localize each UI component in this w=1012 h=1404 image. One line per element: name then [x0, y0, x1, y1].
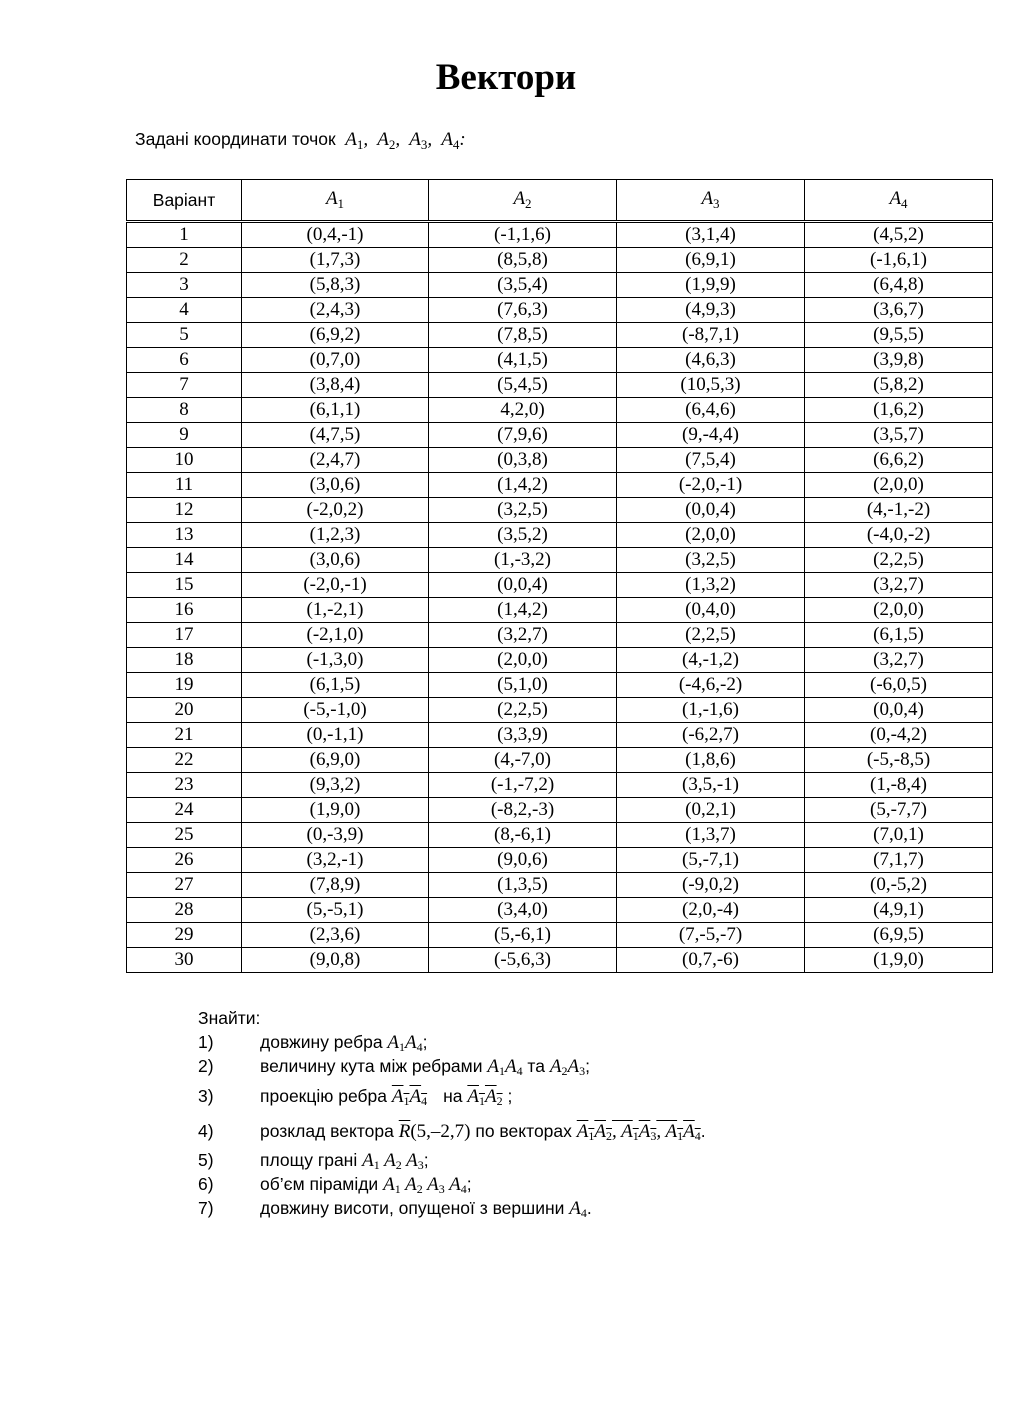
table-header-row [127, 180, 993, 222]
point-cell-a1: (6,1,5) [242, 673, 429, 698]
task-block [198, 1006, 838, 1220]
point-cell-a3: (1,8,6) [617, 748, 805, 773]
task-item-4 [198, 1114, 838, 1148]
coordinates-table [126, 179, 993, 973]
task-item-text: величину кута між ребрами $A_1A_4$ та $A_2A_3$; [260, 1056, 590, 1078]
table-row [127, 823, 993, 848]
point-cell-a2: (-1,1,6) [429, 222, 617, 248]
point-cell-a1: (-5,-1,0) [242, 698, 429, 723]
variant-cell: 3 [127, 273, 242, 298]
vector-r: $\overline{R}$ [398, 1121, 411, 1142]
point-cell-a2: (0,3,8) [429, 448, 617, 473]
point-cell-a3: (9,-4,4) [617, 423, 805, 448]
intro-line [135, 126, 466, 158]
table-row [127, 598, 993, 623]
point-cell-a3: (0,2,1) [617, 798, 805, 823]
point-cell-a1: (2,4,7) [242, 448, 429, 473]
point-cell-a4: (9,5,5) [805, 323, 993, 348]
task-item-6 [198, 1172, 838, 1196]
table-row [127, 623, 993, 648]
table-row [127, 448, 993, 473]
point-cell-a1: (3,0,6) [242, 473, 429, 498]
point-cell-a1: (2,3,6) [242, 923, 429, 948]
point-cell-a4: (7,0,1) [805, 823, 993, 848]
variant-cell: 26 [127, 848, 242, 873]
variant-cell: 23 [127, 773, 242, 798]
point-cell-a2: (7,9,6) [429, 423, 617, 448]
header-variant: Варіант [127, 180, 242, 222]
task-item-2 [198, 1054, 838, 1078]
point-cell-a1: (9,0,8) [242, 948, 429, 973]
variant-cell: 7 [127, 373, 242, 398]
table-row [127, 798, 993, 823]
table-row [127, 548, 993, 573]
table-row [127, 698, 993, 723]
table-row [127, 373, 993, 398]
variant-cell: 2 [127, 248, 242, 273]
point-cell-a1: (-2,0,-1) [242, 573, 429, 598]
table-row [127, 848, 993, 873]
table-row [127, 948, 993, 973]
point-cell-a4: (5,8,2) [805, 373, 993, 398]
point-cell-a1: (6,9,2) [242, 323, 429, 348]
point-cell-a2: (3,3,9) [429, 723, 617, 748]
variant-cell: 5 [127, 323, 242, 348]
point-cell-a4: (-6,0,5) [805, 673, 993, 698]
point-cell-a2: (1,3,5) [429, 873, 617, 898]
vectors-basis: $A_1A_2$, $A_1A_3$, $A_1A_4$ [576, 1121, 701, 1143]
task-item-text: розклад вектора $\overline{R}(5,-2,7)$ по векторах $A_1A_2$, $A_1A_3$, $A_1A_4$. [260, 1121, 706, 1143]
variant-cell: 19 [127, 673, 242, 698]
point-cell-a1: (0,-3,9) [242, 823, 429, 848]
task-item-5 [198, 1148, 838, 1172]
point-cell-a1: (6,1,1) [242, 398, 429, 423]
variant-cell: 1 [127, 222, 242, 248]
variant-cell: 6 [127, 348, 242, 373]
point-cell-a1: (9,3,2) [242, 773, 429, 798]
variant-cell: 4 [127, 298, 242, 323]
variant-cell: 30 [127, 948, 242, 973]
table-row [127, 748, 993, 773]
variant-cell: 24 [127, 798, 242, 823]
point-cell-a3: (7,-5,-7) [617, 923, 805, 948]
point-cell-a4: (0,0,4) [805, 698, 993, 723]
point-cell-a1: (1,9,0) [242, 798, 429, 823]
variant-cell: 8 [127, 398, 242, 423]
point-cell-a2: (2,0,0) [429, 648, 617, 673]
point-cell-a3: (5,-7,1) [617, 848, 805, 873]
variant-cell: 14 [127, 548, 242, 573]
header-a3: $A_3$ [617, 180, 805, 222]
point-cell-a2: (5,4,5) [429, 373, 617, 398]
task-item-1 [198, 1030, 838, 1054]
point-cell-a2: (1,-3,2) [429, 548, 617, 573]
task-item-number: 7) [198, 1198, 214, 1218]
point-cell-a2: (2,2,5) [429, 698, 617, 723]
point-cell-a3: (0,7,-6) [617, 948, 805, 973]
intro-text: Задані координати точок [135, 129, 336, 149]
table-row [127, 648, 993, 673]
point-cell-a1: (-2,1,0) [242, 623, 429, 648]
point-cell-a2: (3,5,4) [429, 273, 617, 298]
point-cell-a1: (1,2,3) [242, 523, 429, 548]
point-cell-a3: (1,3,2) [617, 573, 805, 598]
point-cell-a1: (1,-2,1) [242, 598, 429, 623]
point-cell-a4: (4,5,2) [805, 222, 993, 248]
point-cell-a4: (2,2,5) [805, 548, 993, 573]
table-row [127, 348, 993, 373]
variant-cell: 29 [127, 923, 242, 948]
point-cell-a2: (-8,2,-3) [429, 798, 617, 823]
point-cell-a2: (3,2,7) [429, 623, 617, 648]
point-cell-a3: (2,2,5) [617, 623, 805, 648]
task-item-3 [198, 1078, 838, 1114]
task-item-number: 3) [198, 1086, 214, 1106]
table-row [127, 398, 993, 423]
task-item-text: довжину висоти, опущеної з вершини $A_4$. [260, 1198, 592, 1220]
table-row [127, 498, 993, 523]
point-cell-a1: (3,0,6) [242, 548, 429, 573]
variant-cell: 20 [127, 698, 242, 723]
point-cell-a3: (3,1,4) [617, 222, 805, 248]
point-cell-a2: (5,-6,1) [429, 923, 617, 948]
point-cell-a4: (1,-8,4) [805, 773, 993, 798]
variant-cell: 10 [127, 448, 242, 473]
point-cell-a1: (0,7,0) [242, 348, 429, 373]
point-cell-a3: (-4,6,-2) [617, 673, 805, 698]
point-cell-a4: (6,9,5) [805, 923, 993, 948]
header-a1: $A_1$ [242, 180, 429, 222]
point-cell-a2: (4,-7,0) [429, 748, 617, 773]
point-cell-a4: (4,-1,-2) [805, 498, 993, 523]
task-item-text: площу грані $A_1$ $A_2$ $A_3$; [260, 1150, 429, 1172]
point-cell-a3: (10,5,3) [617, 373, 805, 398]
table-row [127, 573, 993, 598]
point-cell-a1: (2,4,3) [242, 298, 429, 323]
point-cell-a1: (6,9,0) [242, 748, 429, 773]
point-cell-a2: (-1,-7,2) [429, 773, 617, 798]
page-title: Вектори [435, 57, 577, 98]
table-row [127, 423, 993, 448]
point-cell-a1: (-1,3,0) [242, 648, 429, 673]
point-cell-a2: (8,5,8) [429, 248, 617, 273]
point-cell-a4: (3,9,8) [805, 348, 993, 373]
point-cell-a3: (1,-1,6) [617, 698, 805, 723]
point-cell-a2: (3,4,0) [429, 898, 617, 923]
point-cell-a2: (7,6,3) [429, 298, 617, 323]
table-row [127, 222, 993, 248]
task-item-text: проекцію ребра $A_1A_4$ на $A_1A_2$ ; [260, 1086, 513, 1108]
variant-cell: 9 [127, 423, 242, 448]
point-cell-a4: (3,2,7) [805, 573, 993, 598]
point-cell-a3: (0,0,4) [617, 498, 805, 523]
point-cell-a3: (-2,0,-1) [617, 473, 805, 498]
point-cell-a4: (5,-7,7) [805, 798, 993, 823]
point-cell-a3: (-6,2,7) [617, 723, 805, 748]
variant-cell: 13 [127, 523, 242, 548]
table-row [127, 273, 993, 298]
task-item-7 [198, 1196, 838, 1220]
point-cell-a2: 4,2,0) [429, 398, 617, 423]
point-cell-a1: (5,8,3) [242, 273, 429, 298]
table-row [127, 248, 993, 273]
variant-cell: 18 [127, 648, 242, 673]
point-cell-a3: (4,-1,2) [617, 648, 805, 673]
point-cell-a2: (-5,6,3) [429, 948, 617, 973]
task-item-number: 6) [198, 1174, 214, 1194]
point-cell-a1: (0,-1,1) [242, 723, 429, 748]
point-cell-a1: (1,7,3) [242, 248, 429, 273]
table-row [127, 923, 993, 948]
point-cell-a2: (3,5,2) [429, 523, 617, 548]
point-cell-a4: (1,9,0) [805, 948, 993, 973]
point-cell-a4: (2,0,0) [805, 473, 993, 498]
point-cell-a3: (7,5,4) [617, 448, 805, 473]
point-cell-a3: (3,5,-1) [617, 773, 805, 798]
point-cell-a2: (4,1,5) [429, 348, 617, 373]
table-row [127, 773, 993, 798]
point-cell-a3: (2,0,0) [617, 523, 805, 548]
task-item-number: 2) [198, 1056, 214, 1076]
point-cell-a4: (-4,0,-2) [805, 523, 993, 548]
table-row [127, 898, 993, 923]
point-cell-a1: (3,8,4) [242, 373, 429, 398]
point-cell-a4: (1,6,2) [805, 398, 993, 423]
point-cell-a3: (4,6,3) [617, 348, 805, 373]
variant-cell: 25 [127, 823, 242, 848]
point-cell-a2: (9,0,6) [429, 848, 617, 873]
header-a2: $A_2$ [429, 180, 617, 222]
variant-cell: 27 [127, 873, 242, 898]
point-cell-a4: (6,1,5) [805, 623, 993, 648]
table-row [127, 298, 993, 323]
table-row [127, 323, 993, 348]
vector-a1a2: $A_1A_2$ [467, 1086, 503, 1108]
variant-cell: 12 [127, 498, 242, 523]
table-row [127, 873, 993, 898]
point-cell-a2: (5,1,0) [429, 673, 617, 698]
variant-cell: 11 [127, 473, 242, 498]
task-item-number: 4) [198, 1121, 214, 1141]
point-cell-a3: (6,9,1) [617, 248, 805, 273]
table-row [127, 673, 993, 698]
point-cell-a4: (0,-5,2) [805, 873, 993, 898]
table-row [127, 723, 993, 748]
point-cell-a1: (3,2,-1) [242, 848, 429, 873]
variant-cell: 21 [127, 723, 242, 748]
point-cell-a2: (1,4,2) [429, 473, 617, 498]
point-cell-a4: (6,4,8) [805, 273, 993, 298]
header-a4: $A_4$ [805, 180, 993, 222]
point-cell-a4: (7,1,7) [805, 848, 993, 873]
table-row [127, 473, 993, 498]
point-cell-a3: (6,4,6) [617, 398, 805, 423]
task-item-text: довжину ребра $A_1A_4$; [260, 1032, 428, 1054]
point-cell-a4: (0,-4,2) [805, 723, 993, 748]
point-cell-a3: (1,3,7) [617, 823, 805, 848]
point-cell-a2: (1,4,2) [429, 598, 617, 623]
point-cell-a4: (4,9,1) [805, 898, 993, 923]
point-cell-a3: (2,0,-4) [617, 898, 805, 923]
variant-cell: 17 [127, 623, 242, 648]
point-cell-a1: (5,-5,1) [242, 898, 429, 923]
point-cell-a3: (4,9,3) [617, 298, 805, 323]
point-cell-a3: (-8,7,1) [617, 323, 805, 348]
intro-points: $A_1$, $A_2$, $A_3$, $A_4$: [345, 129, 466, 152]
point-cell-a1: (7,8,9) [242, 873, 429, 898]
point-cell-a2: (8,-6,1) [429, 823, 617, 848]
task-item-number: 1) [198, 1032, 214, 1052]
point-cell-a3: (3,2,5) [617, 548, 805, 573]
table-row [127, 523, 993, 548]
point-cell-a4: (-5,-8,5) [805, 748, 993, 773]
point-cell-a4: (6,6,2) [805, 448, 993, 473]
point-cell-a3: (0,4,0) [617, 598, 805, 623]
point-cell-a4: (3,5,7) [805, 423, 993, 448]
task-item-number: 5) [198, 1150, 214, 1170]
point-cell-a4: (3,2,7) [805, 648, 993, 673]
point-cell-a1: (-2,0,2) [242, 498, 429, 523]
point-cell-a4: (-1,6,1) [805, 248, 993, 273]
point-cell-a3: (1,9,9) [617, 273, 805, 298]
point-cell-a3: (-9,0,2) [617, 873, 805, 898]
point-cell-a2: (0,0,4) [429, 573, 617, 598]
task-item-text: об’єм піраміди $A_1$ $A_2$ $A_3$ $A_4$; [260, 1174, 472, 1196]
task-lead: Знайти: [198, 1008, 261, 1028]
variant-cell: 15 [127, 573, 242, 598]
variant-cell: 16 [127, 598, 242, 623]
vector-a1a4: $A_1A_4$ [391, 1086, 428, 1108]
point-cell-a1: (0,4,-1) [242, 222, 429, 248]
table-body [127, 222, 993, 973]
point-cell-a4: (3,6,7) [805, 298, 993, 323]
point-cell-a1: (4,7,5) [242, 423, 429, 448]
variant-cell: 22 [127, 748, 242, 773]
point-cell-a2: (7,8,5) [429, 323, 617, 348]
point-cell-a4: (2,0,0) [805, 598, 993, 623]
variant-cell: 28 [127, 898, 242, 923]
point-cell-a2: (3,2,5) [429, 498, 617, 523]
